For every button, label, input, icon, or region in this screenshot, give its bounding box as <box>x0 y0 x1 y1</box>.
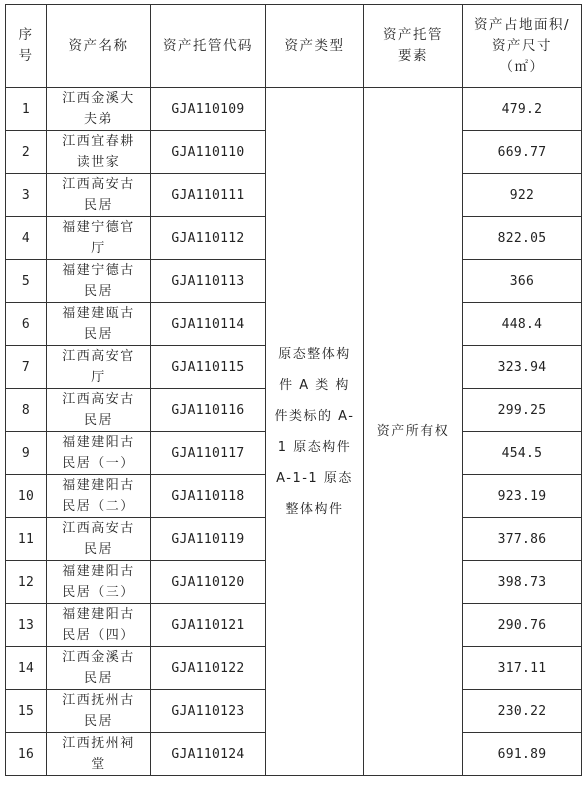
row-code: GJA110111 <box>151 174 266 217</box>
row-seq: 10 <box>6 475 47 518</box>
row-name: 江西宜春耕读世家 <box>47 131 151 174</box>
row-seq: 3 <box>6 174 47 217</box>
row-code: GJA110116 <box>151 389 266 432</box>
row-seq: 11 <box>6 518 47 561</box>
row-code: GJA110114 <box>151 303 266 346</box>
row-code: GJA110120 <box>151 561 266 604</box>
row-area: 479.2 <box>463 88 582 131</box>
row-code: GJA110124 <box>151 733 266 776</box>
row-code: GJA110119 <box>151 518 266 561</box>
row-area: 299.25 <box>463 389 582 432</box>
row-code: GJA110110 <box>151 131 266 174</box>
row-area: 669.77 <box>463 131 582 174</box>
row-seq: 8 <box>6 389 47 432</box>
header-type: 资产类型 <box>266 5 364 88</box>
header-name: 资产名称 <box>47 5 151 88</box>
row-name: 江西金溪大夫弟 <box>47 88 151 131</box>
row-area: 377.86 <box>463 518 582 561</box>
row-area: 323.94 <box>463 346 582 389</box>
row-code: GJA110122 <box>151 647 266 690</box>
header-code: 资产托管代码 <box>151 5 266 88</box>
row-name: 江西抚州古民居 <box>47 690 151 733</box>
row-seq: 6 <box>6 303 47 346</box>
row-name: 江西高安古民居 <box>47 174 151 217</box>
row-code: GJA110115 <box>151 346 266 389</box>
header-row <box>6 5 582 88</box>
header-element: 资产托管要素 <box>364 5 463 88</box>
header-area: 资产占地面积/资产尺寸（㎡） <box>463 5 582 88</box>
row-name: 福建建阳古民居（一） <box>47 432 151 475</box>
row-seq: 2 <box>6 131 47 174</box>
row-seq: 9 <box>6 432 47 475</box>
header-seq: 序号 <box>6 5 47 88</box>
row-name: 江西抚州祠堂 <box>47 733 151 776</box>
row-name: 福建建阳古民居（三） <box>47 561 151 604</box>
table-row <box>6 88 582 131</box>
row-seq: 12 <box>6 561 47 604</box>
row-name: 福建宁德官厅 <box>47 217 151 260</box>
row-seq: 14 <box>6 647 47 690</box>
row-seq: 13 <box>6 604 47 647</box>
row-name: 福建建阳古民居（四） <box>47 604 151 647</box>
row-area: 923.19 <box>463 475 582 518</box>
row-name: 江西高安古民居 <box>47 518 151 561</box>
row-code: GJA110118 <box>151 475 266 518</box>
row-name: 福建建阳古民居（二） <box>47 475 151 518</box>
row-name: 江西高安古民居 <box>47 389 151 432</box>
row-seq: 4 <box>6 217 47 260</box>
merged-asset-element: 资产所有权 <box>364 88 463 776</box>
row-area: 398.73 <box>463 561 582 604</box>
table-header <box>6 5 582 88</box>
row-code: GJA110121 <box>151 604 266 647</box>
row-name: 福建宁德古民居 <box>47 260 151 303</box>
asset-table <box>5 4 582 776</box>
row-seq: 5 <box>6 260 47 303</box>
row-code: GJA110123 <box>151 690 266 733</box>
row-area: 691.89 <box>463 733 582 776</box>
row-code: GJA110113 <box>151 260 266 303</box>
row-area: 317.11 <box>463 647 582 690</box>
row-seq: 16 <box>6 733 47 776</box>
row-seq: 1 <box>6 88 47 131</box>
row-name: 江西高安官厅 <box>47 346 151 389</box>
merged-asset-type: 原态整体构件 A 类 构件类标的 A-1 原态构件 A-1-1 原态整体构件 <box>266 88 364 776</box>
row-area: 230.22 <box>463 690 582 733</box>
table-body <box>6 88 582 776</box>
row-seq: 15 <box>6 690 47 733</box>
row-seq: 7 <box>6 346 47 389</box>
row-area: 922 <box>463 174 582 217</box>
row-area: 448.4 <box>463 303 582 346</box>
row-area: 366 <box>463 260 582 303</box>
row-code: GJA110109 <box>151 88 266 131</box>
row-code: GJA110117 <box>151 432 266 475</box>
row-area: 290.76 <box>463 604 582 647</box>
row-area: 454.5 <box>463 432 582 475</box>
row-name: 江西金溪古民居 <box>47 647 151 690</box>
row-code: GJA110112 <box>151 217 266 260</box>
row-area: 822.05 <box>463 217 582 260</box>
row-name: 福建建瓯古民居 <box>47 303 151 346</box>
